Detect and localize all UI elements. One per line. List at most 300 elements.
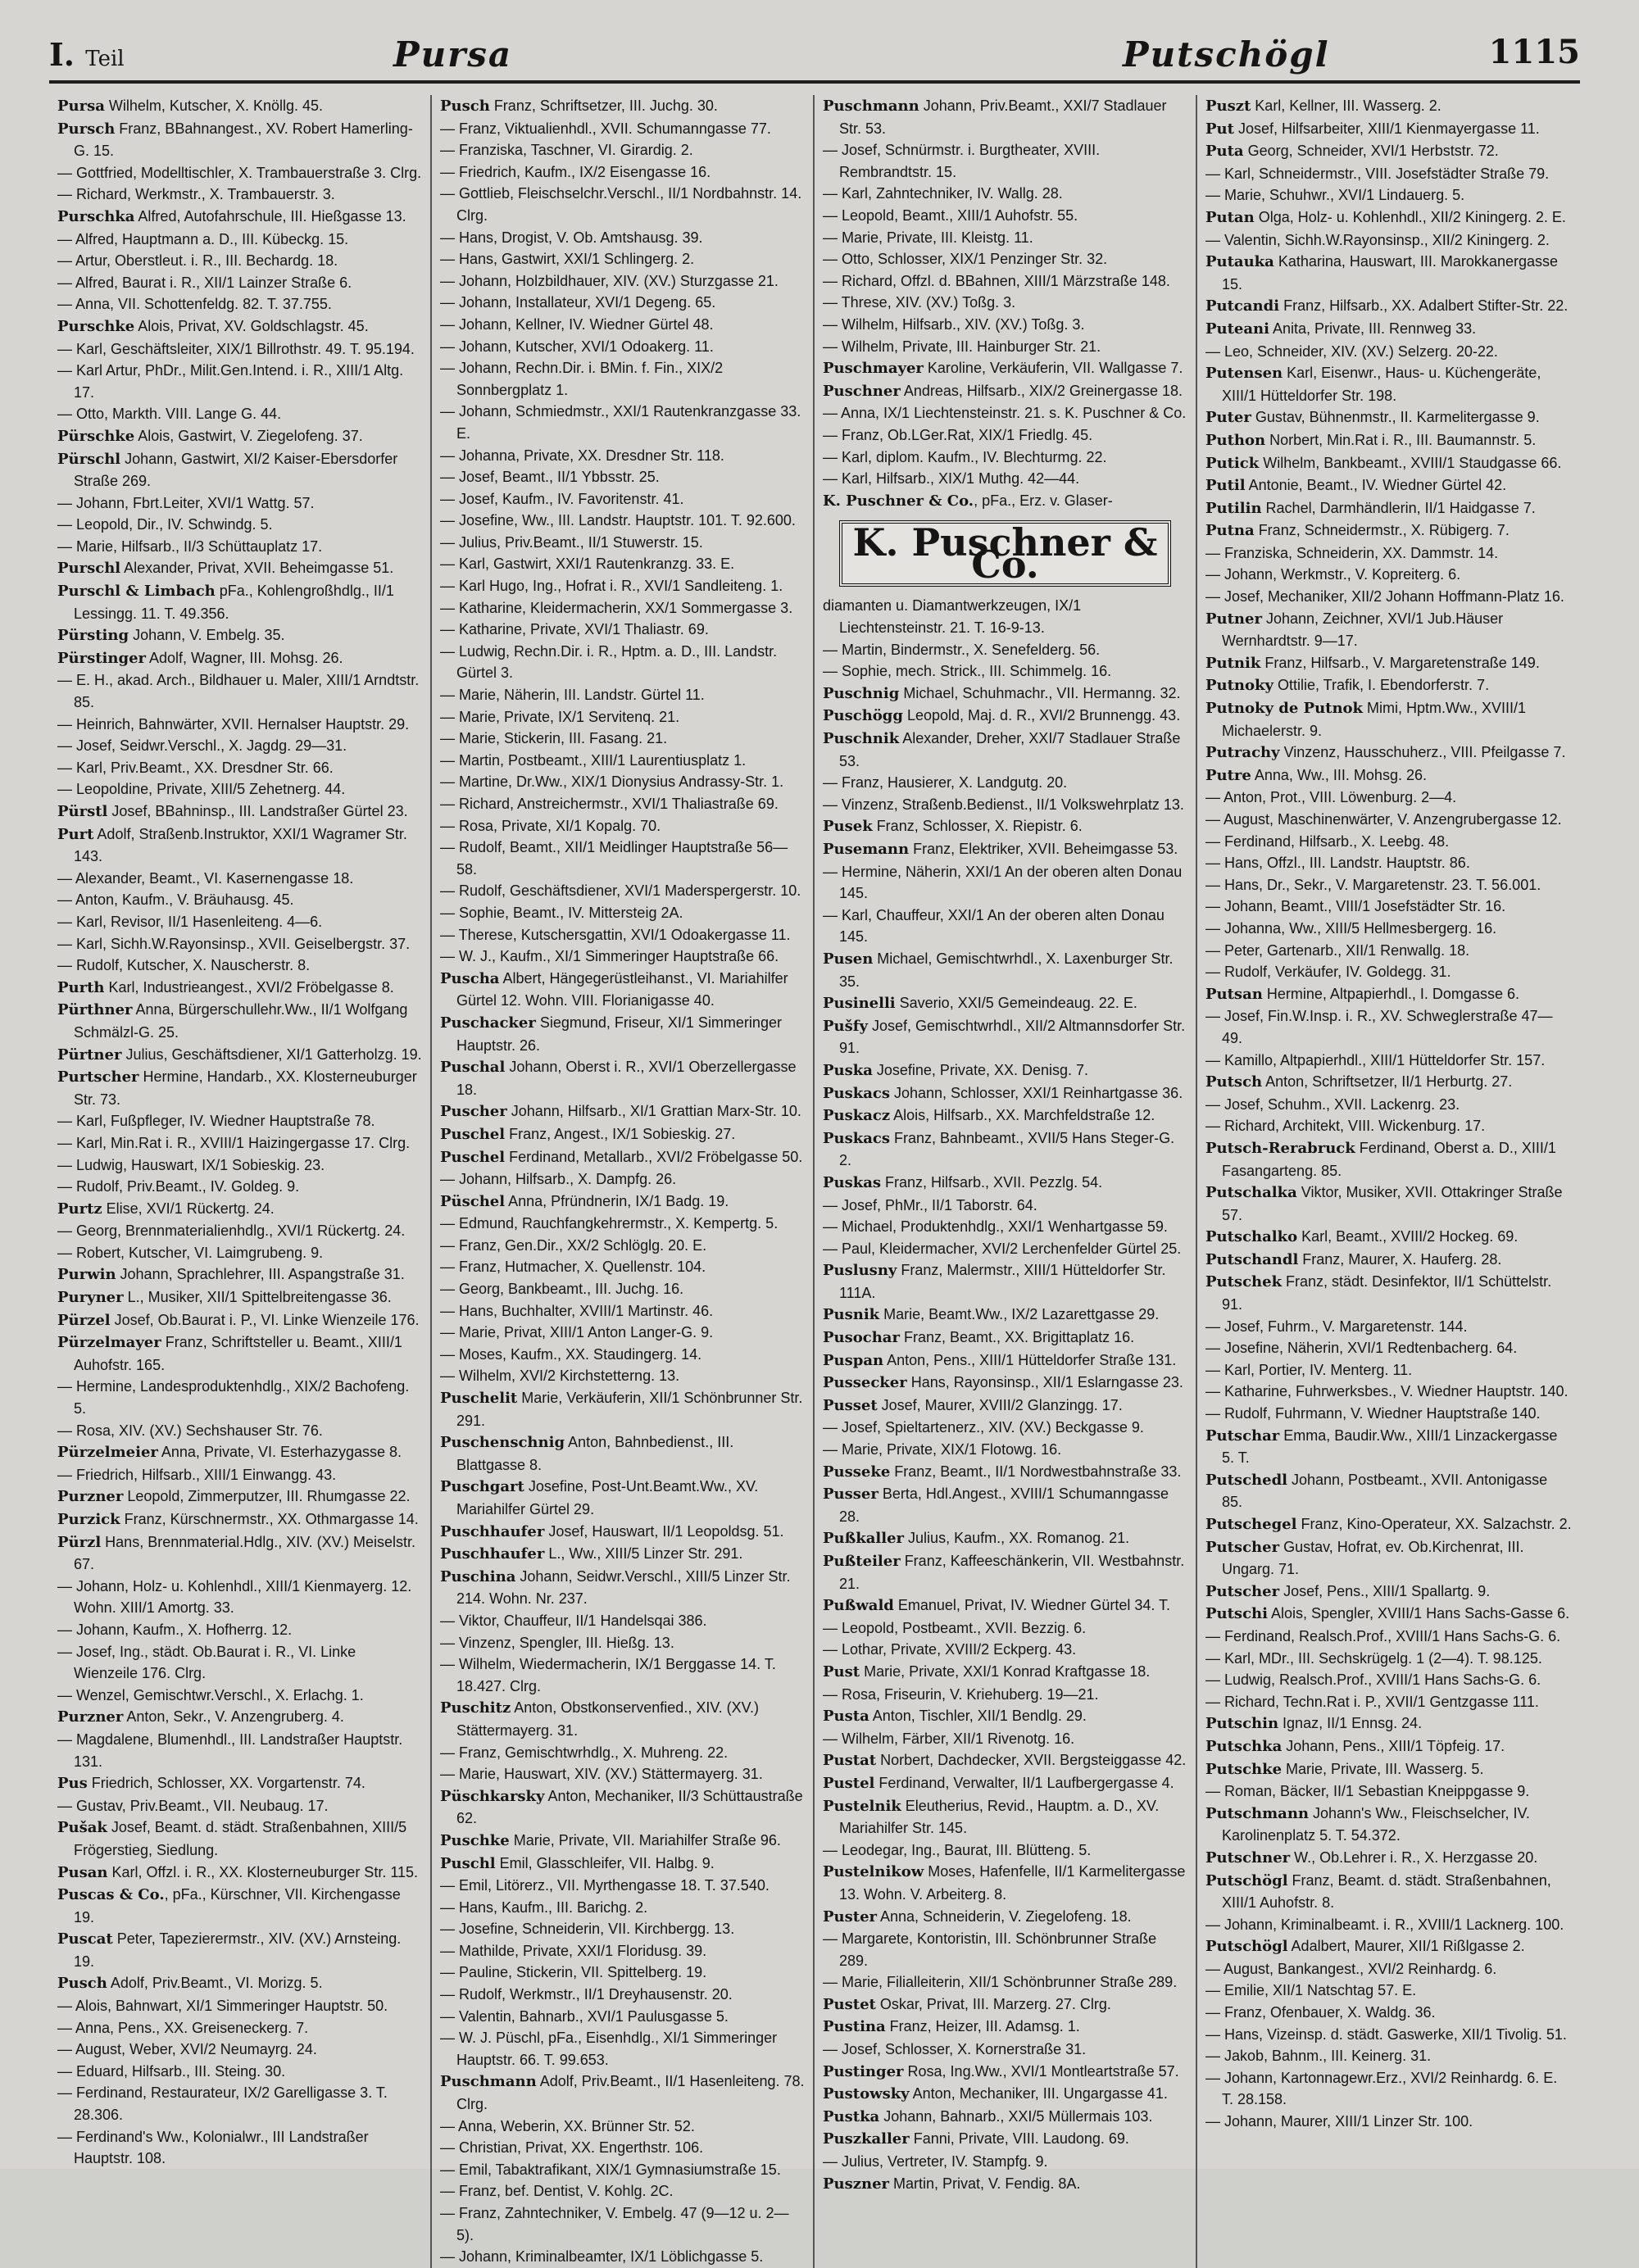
directory-entry <box>1205 940 1572 962</box>
directory-entry <box>823 2039 1187 2061</box>
directory-entry <box>823 861 1187 905</box>
directory-entry <box>1205 1780 1572 1803</box>
directory-entry <box>823 1684 1187 1706</box>
entry-surname: Pürzelmayer <box>57 1334 161 1352</box>
entry-surname: Puscher <box>440 1103 507 1121</box>
directory-entry <box>57 1154 422 1177</box>
entry-details: Norbert, Min.Rat i. R., III. Baumannstr. 5. <box>1265 431 1537 448</box>
entry-surname: Pussecker <box>823 1374 907 1392</box>
entry-details: — Karl, Priv.Beamt., XX. Dresdner Str. 66. <box>57 759 334 776</box>
entry-surname: Putick <box>1205 454 1260 472</box>
directory-entry <box>1205 251 1572 295</box>
entry-surname: Putnik <box>1205 654 1261 672</box>
directory-entry <box>1205 118 1572 141</box>
directory-entry <box>440 1213 805 1235</box>
entry-surname: Puspan <box>823 1351 884 1369</box>
entry-details: — Wilhelm, Färber, XII/1 Rivenotg. 16. <box>823 1730 1075 1747</box>
entry-details: — Rudolf, Geschäftsdiener, XVI/1 Maderspergerstr. 10. <box>440 882 801 900</box>
entry-surname: Purt <box>57 825 94 843</box>
directory-entry <box>440 597 805 619</box>
entry-surname: Putrachy <box>1205 744 1280 762</box>
directory-entry <box>1205 1005 1572 1049</box>
entry-details: Katharina, Hauswart, III. Marokkanergasse 15. <box>1222 253 1558 293</box>
entry-surname: Putschögl <box>1205 1871 1288 1889</box>
entry-details: Alexander, Privat, XVII. Beheimgasse 51. <box>120 560 394 577</box>
entry-details: — Margarete, Kontoristin, III. Schönbrunner Straße 289. <box>823 1930 1157 1969</box>
directory-entry <box>57 1531 422 1576</box>
entry-details: — Josefine, Ww., III. Landstr. Hauptstr. 101. T. 92.600. <box>440 512 796 529</box>
volume-number: I. <box>49 36 75 73</box>
entry-details: Siegmund, Friseur, XI/1 Simmeringer Hauptstr. 26. <box>456 1014 782 1054</box>
directory-entry <box>823 1395 1187 1418</box>
directory-entry <box>1205 163 1572 185</box>
entry-details: Franz, Elektriker, XVII. Beheimgasse 53. <box>909 841 1178 857</box>
directory-entry <box>57 95 422 118</box>
entry-details: Anton, Mechaniker, III. Ungargasse 41. <box>909 2085 1168 2102</box>
directory-entry <box>823 948 1187 992</box>
directory-entry <box>1205 2067 1572 2111</box>
last-entry-heading: Putschögl <box>1123 34 1330 75</box>
entry-details: Josef, Hauswart, II/1 Leopoldsg. 51. <box>544 1522 784 1540</box>
entry-surname: Puschke <box>440 1831 510 1849</box>
entry-details: Hans, Brennmaterial.Hdlg., XIV. (XV.) Meiselstr. 67. <box>74 1533 415 1573</box>
entry-surname: Putensen <box>1205 365 1283 383</box>
directory-entry <box>823 292 1187 314</box>
entry-details: Alfred, Autofahrschule, III. Hießgasse 13. <box>134 207 406 225</box>
directory-entry <box>57 1066 422 1110</box>
entry-details: Johann, Gastwirt, XI/2 Kaiser-Ebersdorfer Straße 269. <box>74 450 398 490</box>
entry-details: — August, Weber, XVI/2 Neumayrg. 24. <box>57 2041 317 2058</box>
entry-details: — Richard, Offzl. d. BBahnen, XIII/1 Märzstraße 148. <box>823 272 1170 289</box>
directory-entry <box>1205 831 1572 853</box>
directory-entry <box>1205 809 1572 831</box>
page-header <box>49 33 1580 84</box>
directory-entry <box>823 1127 1187 1172</box>
entry-details: — Vinzenz, Spengler, III. Hießg. 13. <box>440 1634 674 1651</box>
entry-details: — Magdalene, Blumenhdl., III. Landstraßer Hauptstr. 131. <box>57 1730 403 1770</box>
directory-entry <box>57 338 422 361</box>
entry-details: — Richard, Architekt, VIII. Wickenburg. 17. <box>1205 1118 1486 1135</box>
directory-entry <box>823 1349 1187 1372</box>
entry-details: Josef, Pens., XIII/1 Spallartg. 9. <box>1279 1582 1491 1599</box>
entry-surname: Puster <box>823 1907 878 1926</box>
entry-surname: Pusch <box>57 1975 107 1993</box>
directory-entry <box>1205 2024 1572 2046</box>
entry-surname: Puskacs <box>823 1084 890 1102</box>
entry-surname: Puter <box>1205 409 1251 427</box>
entry-surname: Pußteiler <box>823 1553 901 1570</box>
entry-details: — Karl, Schneidermstr., VIII. Josefstädter Straße 79. <box>1205 165 1550 182</box>
directory-entry <box>440 532 805 554</box>
entry-surname: Puryner <box>57 1289 124 1307</box>
entry-surname: Pusseke <box>823 1463 891 1481</box>
entry-details: Hermine, Handarb., XX. Klosterneuburger Str. 73. <box>74 1068 417 1108</box>
entry-details: Karl, Kellner, III. Wasserg. 2. <box>1251 98 1442 114</box>
column-1 <box>49 95 432 2268</box>
directory-entry <box>823 1105 1187 1127</box>
entry-details: Johann, Sprachlehrer, III. Aspangstraße 31. <box>116 1266 405 1283</box>
directory-entry <box>1205 764 1572 787</box>
directory-entry <box>1205 362 1572 406</box>
directory-entry <box>57 1862 422 1885</box>
entry-details: , pFa., Erz. v. Glaser- <box>974 492 1113 509</box>
entry-details: — Christian, Privat, XX. Engerthstr. 106. <box>440 2139 704 2157</box>
entry-surname: Puscat <box>57 1930 113 1948</box>
directory-entry <box>440 1962 805 1984</box>
directory-entry <box>57 492 422 515</box>
directory-entry <box>823 1461 1187 1484</box>
entry-details: — Richard, Techn.Rat i. P., XVII/1 Gentzgasse 111. <box>1205 1693 1539 1710</box>
entry-details: — Marie, Privat, XIII/1 Anton Langer-G. 9. <box>440 1324 714 1341</box>
directory-entry <box>823 639 1187 661</box>
directory-entry <box>823 1439 1187 1461</box>
entry-details: — Josef, Schuhm., XVII. Lackenrg. 23. <box>1205 1095 1460 1113</box>
directory-entry <box>57 2017 422 2039</box>
entry-details: Vinzenz, Hausschuherz., VIII. Pfeilgasse 7. <box>1279 744 1566 761</box>
directory-entry <box>57 714 422 736</box>
directory-entry <box>823 95 1187 139</box>
entry-surname: Puschel <box>440 1148 506 1166</box>
entry-details: — Edmund, Rauchfangkehrermstr., X. Kempertg. 5. <box>440 1215 779 1232</box>
entry-details: — Katharine, Kleidermacherin, XX/1 Sommergasse 3. <box>440 599 793 616</box>
entry-details: Fanni, Private, VIII. Laudong. 69. <box>909 2130 1129 2148</box>
directory-entry <box>440 510 805 532</box>
directory-entry <box>823 1728 1187 1750</box>
entry-details: — Hans, Offzl., III. Landstr. Hauptstr. 86. <box>1205 855 1470 872</box>
directory-entry <box>440 924 805 946</box>
entry-details: Michael, Schuhmachr., VII. Hermanng. 32. <box>899 684 1181 701</box>
directory-entry <box>57 1242 422 1264</box>
entry-details: Leopold, Zimmerputzer, III. Rhumgasse 22. <box>123 1488 411 1505</box>
directory-entry <box>823 660 1187 683</box>
directory-entry <box>823 2016 1187 2039</box>
entry-details: Rosa, Ing.Ww., XVI/1 Montleartstraße 57. <box>903 2062 1179 2080</box>
directory-entry <box>440 292 805 314</box>
entry-details: — Katharine, Fuhrwerksbes., V. Wiedner Hauptstr. 140. <box>1205 1383 1569 1400</box>
directory-entry <box>1205 1182 1572 1226</box>
directory-entry <box>440 968 805 1012</box>
directory-entry <box>440 270 805 293</box>
entry-details: — Peter, Gartenarb., XII/1 Renwallg. 18. <box>1205 941 1470 959</box>
entry-surname: Puschögg <box>823 707 903 725</box>
entry-details: Karl, Eisenwr., Haus- u. Küchengeräte, XIII/1 Hütteldorfer Str. 198. <box>1222 365 1541 404</box>
entry-surname: Puta <box>1205 143 1244 161</box>
entry-details: Karl, Offzl. i. R., XX. Klosterneuburger Str. 115. <box>107 1863 419 1880</box>
entry-surname: Pusen <box>823 950 874 968</box>
column-4 <box>1197 95 1580 2268</box>
entry-details: — Josef, Fin.W.Insp. i. R., XV. Schweglerstraße 47—49. <box>1205 1008 1553 1046</box>
directory-entry <box>823 1238 1187 1260</box>
directory-entry <box>440 1785 805 1830</box>
entry-details: — Viktor, Chauffeur, II/1 Handelsqai 386. <box>440 1612 707 1629</box>
directory-entry <box>823 992 1187 1015</box>
entry-details: diamanten u. Diamantwerkzeugen, IX/1 Liechtensteinstr. 21. T. 16-9-13. <box>823 597 1082 637</box>
entry-details: Johann, Postbeamt., XVII. Antonigasse 85. <box>1222 1471 1548 1511</box>
entry-details: Julius, Geschäftsdiener, XI/1 Gatterholzg. 19. <box>121 1046 422 1063</box>
directory-entry <box>823 1772 1187 1795</box>
directory-entry <box>823 1994 1187 2016</box>
entry-details: — Otto, Schlosser, XIX/1 Penzinger Str. 32. <box>823 251 1108 268</box>
directory-entry <box>57 1884 422 1928</box>
directory-entry <box>440 314 805 336</box>
entry-details: Johann, Oberst i. R., XVI/1 Oberzellergasse 18. <box>456 1059 797 1098</box>
directory-entry <box>823 2128 1187 2151</box>
entry-details: — Katharine, Private, XVI/1 Thaliastr. 69. <box>440 621 709 638</box>
entry-details: Franz, Schneidermstr., X. Rübigerg. 7. <box>1254 522 1510 539</box>
entry-details: Josef, Maurer, XVIII/2 Glanzingg. 17. <box>877 1396 1123 1413</box>
directory-entry <box>823 1327 1187 1349</box>
entry-details: Anna, Schneiderin, V. Ziegelofeng. 18. <box>877 1907 1132 1925</box>
entry-details: Johann, Bahnarb., XXI/5 Müllermais 103. <box>879 2107 1153 2125</box>
entry-details: — Emil, Litörerz., VII. Myrthengasse 18. T. 37.540. <box>440 1877 770 1894</box>
directory-entry <box>823 424 1187 447</box>
directory-entry <box>440 2027 805 2071</box>
directory-entry <box>823 1928 1187 1971</box>
directory-entry <box>823 2083 1187 2106</box>
entry-details: — Julius, Vertreter, IV. Stampfg. 9. <box>823 2153 1048 2170</box>
entry-details: — Alois, Bahnwart, XI/1 Simmeringer Hauptstr. 50. <box>57 1998 388 2015</box>
directory-entry <box>823 1906 1187 1929</box>
entry-details: — Anton, Kaufm., V. Bräuhausg. 45. <box>57 891 294 909</box>
directory-entry <box>823 1015 1187 1059</box>
directory-entry <box>440 1344 805 1366</box>
entry-surname: Putsan <box>1205 985 1263 1003</box>
entry-details: Elise, XVI/1 Rückertg. 24. <box>102 1200 275 1217</box>
entry-details: Ferdinand, Oberst a. D., XIII/1 Fasangarteng. 85. <box>1222 1139 1556 1179</box>
entry-details: — E. H., akad. Arch., Bildhauer u. Maler, XIII/1 Arndtstr. 85. <box>57 672 420 711</box>
directory-entry <box>57 2039 422 2061</box>
directory-entry <box>1205 1337 1572 1359</box>
entry-surname: Pustat <box>823 1752 877 1770</box>
entry-details: L., Musiker, XII/1 Spittelbreitengasse 36. <box>123 1289 392 1306</box>
entry-details: — Marie, Hilfsarb., II/3 Schüttauplatz 17. <box>57 538 323 555</box>
entry-details: Anna, Bürgerschullehr.Ww., II/1 Wolfgang Schmälzl-G. 25. <box>74 1001 408 1041</box>
entry-details: — Josef, Kaufm., IV. Favoritenstr. 41. <box>440 490 684 507</box>
entry-details: Ignaz, II/1 Ennsg. 24. <box>1278 1715 1423 1732</box>
entry-details: Anita, Private, III. Rennweg 33. <box>1269 320 1477 337</box>
directory-entry <box>1205 1071 1572 1094</box>
entry-details: Johann, Schlosser, XXI/1 Reinhartgasse 36. <box>889 1084 1183 1101</box>
entry-details: — Johann, Beamt., VIII/1 Josefstädter Str. 16. <box>1205 898 1506 915</box>
directory-entry <box>57 1220 422 1242</box>
directory-entry <box>823 1172 1187 1195</box>
entry-details: W., Ob.Lehrer i. R., X. Herzgasse 20. <box>1290 1848 1538 1866</box>
entry-surname: Putschin <box>1205 1715 1279 1733</box>
directory-entry <box>440 1610 805 1632</box>
entry-surname: Puschnik <box>823 730 900 748</box>
entry-details: — Leopold, Beamt., XIII/1 Auhofstr. 55. <box>823 206 1078 224</box>
directory-entry <box>440 227 805 249</box>
entry-details: — Alfred, Baurat i. R., XII/1 Lainzer Straße 6. <box>57 274 352 291</box>
directory-entry <box>1205 519 1572 542</box>
entry-details: — Rosa, Friseurin, V. Kriehuberg. 19—21. <box>823 1685 1099 1703</box>
entry-surname: Pus <box>57 1775 88 1793</box>
directory-entry <box>1205 852 1572 874</box>
entry-details: — Franz, Ob.LGer.Rat, XIX/1 Friedlg. 45. <box>823 426 1093 443</box>
directory-entry <box>823 2061 1187 2084</box>
entry-details: Franz, Maurer, X. Hauferg. 28. <box>1298 1250 1502 1268</box>
entry-details: — Gottlieb, Fleischselchr.Verschl., II/1 Nordbahnstr. 14. Clrg. <box>440 185 802 224</box>
directory-entry <box>1205 1914 1572 1936</box>
entry-surname: Pustet <box>823 1995 876 2013</box>
entry-surname: Pusser <box>823 1486 879 1504</box>
directory-entry <box>440 1940 805 1962</box>
entry-details: Johann, Hilfsarb., XI/1 Grattian Marx-Str. 10. <box>506 1103 801 1120</box>
entry-details: — Josef, Mechaniker, XII/2 Johann Hoffmann-Platz 16. <box>1205 588 1564 606</box>
entry-details: Adolf, Priv.Beamt., II/1 Hasenleiteng. 78. Clrg. <box>456 2073 805 2113</box>
entry-details: — Franz, Hausierer, X. Landgutg. 20. <box>823 774 1068 792</box>
directory-entry <box>57 536 422 558</box>
entry-details: — Marie, Private, IX/1 Servitenq. 21. <box>440 708 680 725</box>
entry-details: Alexander, Dreher, XXI/7 Stadlauer Straße 53. <box>839 730 1181 769</box>
entry-surname: Pursch <box>57 120 116 138</box>
entry-details: — Leodegar, Ing., Baurat, III. Blütteng. 5. <box>823 1841 1092 1858</box>
entry-surname: Puschacker <box>440 1014 536 1032</box>
entry-details: — Josef, Ing., städt. Ob.Baurat i. R., VI. Linke Wienzeile 176. Clrg. <box>57 1643 356 1682</box>
entry-details: Johann, Pens., XIII/1 Töpfeig. 17. <box>1282 1737 1505 1754</box>
entry-details: Friedrich, Schlosser, XX. Vorgartenstr. 74. <box>87 1775 365 1792</box>
entry-details: Marie, Private, III. Wasserg. 5. <box>1282 1760 1484 1777</box>
entry-details: Franz, Beamt., XX. Brigittaplatz 16. <box>899 1329 1135 1346</box>
directory-entry <box>1205 1403 1572 1425</box>
entry-details: — Richard, Anstreichermstr., XVI/1 Thaliastraße 69. <box>440 796 779 812</box>
entry-details: Saverio, XXI/5 Gemeindeaug. 22. E. <box>895 995 1137 1012</box>
directory-entry <box>823 1059 1187 1082</box>
entry-surname: Put <box>1205 120 1234 138</box>
directory-entry <box>1205 1648 1572 1670</box>
entry-details: Franz, Hilfsarb., V. Margaretenstraße 149. <box>1260 654 1540 671</box>
entry-surname: Putauka <box>1205 253 1274 271</box>
directory-entry <box>440 2246 805 2268</box>
directory-entry <box>57 801 422 823</box>
directory-entry <box>823 705 1187 728</box>
entry-details: — Hans, Dr., Sekr., V. Margaretenstr. 23. T. 56.001. <box>1205 876 1541 893</box>
entry-surname: Puschmann <box>823 98 919 115</box>
entry-details: Marie, Verkäuferin, XII/1 Schönbrunner Str. 291. <box>456 1390 803 1429</box>
entry-details: — Josefine, Näherin, XVI/1 Redtenbacherg. 64. <box>1205 1340 1518 1357</box>
directory-entry <box>440 1653 805 1697</box>
entry-details: — Ludwig, Realsch.Prof., XVIII/1 Hans Sachs-G. 6. <box>1205 1672 1541 1689</box>
entry-details: — Wilhelm, Hilfsarb., XIV. (XV.) Toßg. 3. <box>823 315 1085 333</box>
directory-entry <box>440 1830 805 1853</box>
entry-details: Peter, Tapezierermstr., XIV. (XV.) Arnsteing. 19. <box>74 1930 402 1970</box>
entry-details: Ferdinand, Verwalter, II/1 Laufbergergasse 4. <box>874 1774 1174 1791</box>
entry-details: — Rosa, XIV. (XV.) Sechshauser Str. 76. <box>57 1422 323 1439</box>
entry-details: — Rudolf, Werkmstr., II/1 Dreyhausenstr. 20. <box>440 1986 733 2003</box>
entry-details: Franz, Kino-Operateur, XX. Salzachstr. 2. <box>1296 1516 1572 1532</box>
entry-details: — Otto, Markth. VIII. Lange G. 44. <box>57 406 282 423</box>
entry-details: — Ludwig, Rechn.Dir. i. R., Hptm. a. D., III. Landstr. Gürtel 3. <box>440 642 778 682</box>
directory-entry <box>440 1697 805 1741</box>
entry-details: Franz, Schlosser, X. Riepistr. 6. <box>872 818 1083 835</box>
entry-details: Josef, Gemischtwrhdl., XII/2 Altmannsdorfer Str. 91. <box>839 1017 1186 1057</box>
entry-details: — Paul, Kleidermacher, XVI/2 Lerchenfelder Gürtel 25. <box>823 1240 1182 1257</box>
entry-details: — Therese, Kutschersgattin, XVI/1 Odoakergasse 11. <box>440 926 791 943</box>
entry-details: — Karl, Chauffeur, XXI/1 An der oberen alten Donau 145. <box>823 906 1165 946</box>
column-3 <box>815 95 1197 2268</box>
entry-details: — August, Bankangest., XVI/2 Reinhardg. 6. <box>1205 1960 1497 1977</box>
directory-entry <box>1205 184 1572 206</box>
entry-surname: Puslusny <box>823 1262 897 1280</box>
entry-details: — Johann, Fbrt.Leiter, XVI/1 Wattg. 57. <box>57 494 315 511</box>
entry-details: Albert, Hängegerüstleihanst., VI. Mariahilfer Gürtel 12. Wohn. VIII. Florianigasse 40. <box>456 969 788 1009</box>
entry-surname: Putschögl <box>1205 1938 1288 1956</box>
entry-details: — Karl, Zahntechniker, IV. Wallg. 28. <box>823 185 1063 202</box>
entry-details: Oskar, Privat, III. Marzerg. 27. Clrg. <box>875 1995 1111 2012</box>
directory-entry <box>440 815 805 837</box>
entry-details: Adolf, Straßenb.Instruktor, XXI/1 Wagramer Str. 143. <box>74 825 407 865</box>
directory-entry <box>440 902 805 924</box>
entry-details: Franz, Malermstr., XIII/1 Hütteldorfer Str. 111A. <box>839 1262 1166 1301</box>
entry-surname: Purzner <box>57 1708 124 1726</box>
entry-details: — Franziska, Taschner, VI. Girardig. 2. <box>440 142 693 159</box>
directory-entry <box>1205 896 1572 918</box>
entry-surname: Pußkaller <box>823 1530 905 1548</box>
directory-entry <box>57 757 422 779</box>
entry-surname: Purtscher <box>57 1068 139 1086</box>
entry-details: Rachel, Darmhändlerin, II/1 Haidgasse 7. <box>1261 499 1536 516</box>
column-3-bottom <box>823 595 1187 2195</box>
directory-entry <box>57 1995 422 2017</box>
entry-details: — Karl Hugo, Ing., Hofrat i. R., XVI/1 Sandleiteng. 1. <box>440 578 783 595</box>
entry-surname: Puschina <box>440 1567 516 1585</box>
directory-entry <box>440 357 805 401</box>
entry-details: — Rudolf, Kutscher, X. Nauscherstr. 8. <box>57 957 311 974</box>
entry-surname: Puschner <box>823 382 901 400</box>
entry-details: — Franziska, Schneiderin, XX. Dammstr. 14. <box>1205 544 1499 561</box>
entry-details: Emanuel, Privat, IV. Wiedner Gürtel 34. T. <box>893 1597 1171 1614</box>
directory-entry <box>1205 1803 1572 1847</box>
entry-details: — Threse, XIV. (XV.) Toßg. 3. <box>823 294 1016 311</box>
directory-entry <box>57 669 422 713</box>
entry-details: — Johann, Kriminalbeamt. i. R., XVIII/1 Lacknerg. 100. <box>1205 1916 1564 1933</box>
entry-details: Franz, Bahnbeamt., XVII/5 Hans Steger-G. 2. <box>839 1129 1175 1169</box>
directory-entry <box>440 1322 805 1344</box>
directory-entry <box>57 1795 422 1817</box>
directory-entry <box>57 1817 422 1861</box>
entry-surname: Puschhaufer <box>440 1545 545 1563</box>
entry-details: — Franz, Gen.Dir., XX/2 Schlöglg. 20. E. <box>440 1236 707 1254</box>
entry-details: — Marie, Näherin, III. Landstr. Gürtel 11. <box>440 687 705 704</box>
directory-entry <box>823 794 1187 816</box>
directory-entry <box>57 1331 422 1376</box>
entry-details: — Johann, Rechn.Dir. i. BMin. f. Fin., XIX/2 Sonnbergplatz 1. <box>440 360 724 398</box>
entry-details: Hans, Rayonsinsp., XII/1 Eslarngasse 23. <box>906 1374 1183 1391</box>
entry-details: — Josefine, Schneiderin, VII. Kirchbergg. 13. <box>440 1921 735 1938</box>
directory-entry <box>440 1256 805 1278</box>
directory-entry <box>440 183 805 226</box>
directory-entry <box>823 139 1187 183</box>
entry-surname: Pušak <box>57 1819 107 1837</box>
directory-entry <box>823 1861 1187 1905</box>
column-2 <box>432 95 815 2268</box>
entry-surname: Pürsting <box>57 627 129 645</box>
directory-entry <box>57 206 422 229</box>
entry-details: — Valentin, Bahnarb., XVI/1 Paulusgasse 5. <box>440 2007 729 2025</box>
entry-surname: Putnoky <box>1205 677 1274 695</box>
entry-details: Josefine, Post-Unt.Beamt.Ww., XV. Mariahilfer Gürtel 29. <box>456 1478 759 1517</box>
directory-entry <box>57 514 422 536</box>
entry-details: — W. J., Kaufm., XI/1 Simmeringer Hauptstraße 66. <box>440 948 779 965</box>
entry-details: Franz, Heizer, III. Adamsg. 1. <box>885 2018 1080 2035</box>
entry-details: — Karl Artur, PhDr., Milit.Gen.Intend. i. R., XIII/1 Altg. 17. <box>57 362 404 401</box>
directory-entry <box>1205 429 1572 452</box>
entry-details: — Martine, Dr.Ww., XIX/1 Dionysius Andrassy-Str. 1. <box>440 773 784 791</box>
directory-entry <box>1205 742 1572 764</box>
entry-details: Gustav, Bühnenmstr., II. Karmelitergasse 9. <box>1251 409 1540 426</box>
entry-details: Alois, Spengler, XVIII/1 Hans Sachs-Gasse 6. <box>1267 1605 1570 1622</box>
directory-entry <box>1205 1050 1572 1072</box>
